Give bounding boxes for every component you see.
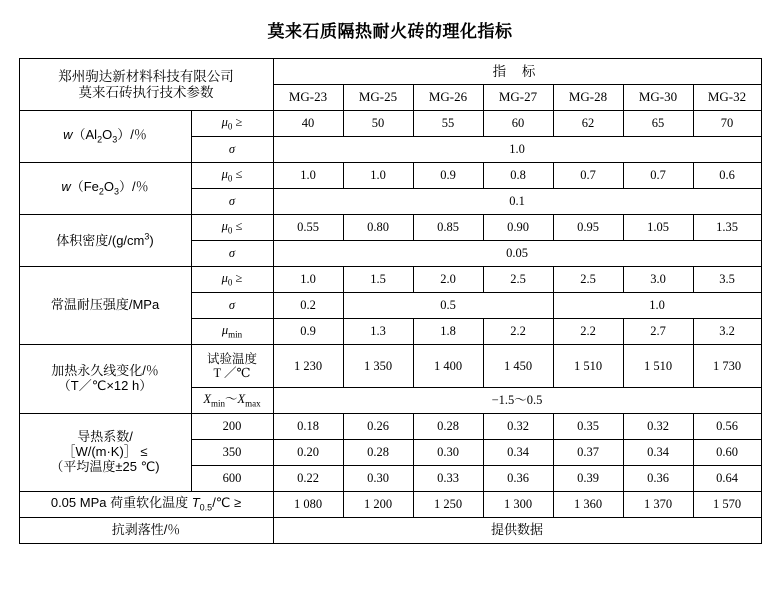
company-name: 郑州驹达新材料科技有限公司 bbox=[58, 68, 234, 84]
symbol-sigma: σ bbox=[191, 189, 273, 215]
thermal-line1: 导热系数/ bbox=[77, 429, 133, 445]
cell-fe2o3-mg23: 1.0 bbox=[273, 163, 343, 189]
cell-tc200-mg28: 0.35 bbox=[553, 414, 623, 440]
row-label-crushing-strength: 常温耐压强度/MPa bbox=[19, 267, 191, 345]
cell-fe2o3-mg28: 0.7 bbox=[553, 163, 623, 189]
cell-tc350-mg25: 0.28 bbox=[343, 440, 413, 466]
table-row bbox=[19, 111, 761, 137]
cell-strength-sigma-3: 1.0 bbox=[553, 293, 761, 319]
cell-tc200-mg27: 0.32 bbox=[483, 414, 553, 440]
cell-tc600-mg28: 0.39 bbox=[553, 466, 623, 492]
symbol-mu-min: $\mu_{min}$ bbox=[191, 319, 273, 345]
symbol-mu0-le: $\mu_0$ ≤ bbox=[191, 163, 273, 189]
cell-strength-mg28: 2.5 bbox=[553, 267, 623, 293]
cell-al2o3-mg28: 62 bbox=[553, 111, 623, 137]
table-row bbox=[19, 414, 761, 440]
cell-temp-mg27: 1 450 bbox=[483, 345, 553, 388]
cell-fe2o3-mg32: 0.6 bbox=[693, 163, 761, 189]
cell-tc200-mg32: 0.56 bbox=[693, 414, 761, 440]
cell-density-mg27: 0.90 bbox=[483, 215, 553, 241]
grade-header-mg27: MG-27 bbox=[483, 85, 553, 111]
cell-density-mg26: 0.85 bbox=[413, 215, 483, 241]
symbol-mu0-ge: $\mu_0$ ≥ bbox=[191, 111, 273, 137]
cell-al2o3-sigma: 1.0 bbox=[273, 137, 761, 163]
cell-strength-min-mg25: 1.3 bbox=[343, 319, 413, 345]
table-row bbox=[19, 345, 761, 388]
grade-header-mg26: MG-26 bbox=[413, 85, 483, 111]
table-row bbox=[19, 215, 761, 241]
cell-al2o3-mg26: 55 bbox=[413, 111, 483, 137]
symbol-x-range: $X_{min}\sim X_{max}$ bbox=[191, 388, 273, 414]
symbol-temp-350: 350 bbox=[191, 440, 273, 466]
cell-strength-min-mg28: 2.2 bbox=[553, 319, 623, 345]
cell-temp-mg26: 1 400 bbox=[413, 345, 483, 388]
table-row bbox=[19, 267, 761, 293]
cell-tc350-mg26: 0.30 bbox=[413, 440, 483, 466]
cell-tc350-mg23: 0.20 bbox=[273, 440, 343, 466]
grade-header-mg25: MG-25 bbox=[343, 85, 413, 111]
symbol-mu0-le: $\mu_0$ ≤ bbox=[191, 215, 273, 241]
cell-strength-min-mg27: 2.2 bbox=[483, 319, 553, 345]
cell-temp-mg32: 1 730 bbox=[693, 345, 761, 388]
cell-strength-mg26: 2.0 bbox=[413, 267, 483, 293]
cell-rul-mg30: 1 370 bbox=[623, 492, 693, 518]
row-label-linear-change bbox=[19, 345, 191, 414]
cell-density-mg32: 1.35 bbox=[693, 215, 761, 241]
cell-tc600-mg30: 0.36 bbox=[623, 466, 693, 492]
cell-tc200-mg30: 0.32 bbox=[623, 414, 693, 440]
cell-strength-mg25: 1.5 bbox=[343, 267, 413, 293]
row-label-fe2o3: $w(Fe_2O_3)/$％ bbox=[19, 163, 191, 215]
test-temp-unit: T ／℃ bbox=[213, 366, 251, 380]
cell-rul-mg23: 1 080 bbox=[273, 492, 343, 518]
company-standard: 莫来石砖执行技术参数 bbox=[78, 84, 214, 100]
cell-temp-mg23: 1 230 bbox=[273, 345, 343, 388]
table-row bbox=[19, 518, 761, 544]
table-row bbox=[19, 163, 761, 189]
cell-al2o3-mg32: 70 bbox=[693, 111, 761, 137]
symbol-temp-200: 200 bbox=[191, 414, 273, 440]
cell-linear-change-range: −1.5～0.5 bbox=[273, 388, 761, 414]
cell-tc200-mg25: 0.26 bbox=[343, 414, 413, 440]
cell-density-mg28: 0.95 bbox=[553, 215, 623, 241]
linear-change-line1: 加热永久线变化/％ bbox=[51, 363, 159, 379]
cell-strength-sigma-1: 0.2 bbox=[273, 293, 343, 319]
cell-temp-mg28: 1 510 bbox=[553, 345, 623, 388]
cell-tc350-mg28: 0.37 bbox=[553, 440, 623, 466]
cell-rul-mg26: 1 250 bbox=[413, 492, 483, 518]
cell-strength-min-mg32: 3.2 bbox=[693, 319, 761, 345]
cell-strength-mg30: 3.0 bbox=[623, 267, 693, 293]
page-title: 莫来石质隔热耐火砖的理化指标 bbox=[267, 22, 513, 41]
symbol-sigma: σ bbox=[191, 293, 273, 319]
cell-tc600-mg25: 0.30 bbox=[343, 466, 413, 492]
cell-fe2o3-mg26: 0.9 bbox=[413, 163, 483, 189]
cell-al2o3-mg23: 40 bbox=[273, 111, 343, 137]
cell-tc600-mg23: 0.22 bbox=[273, 466, 343, 492]
linear-change-line2: （T／℃×12 h） bbox=[57, 378, 153, 393]
cell-tc200-mg23: 0.18 bbox=[273, 414, 343, 440]
cell-al2o3-mg25: 50 bbox=[343, 111, 413, 137]
symbol-mu0-ge: $\mu_0$ ≥ bbox=[191, 267, 273, 293]
table-row bbox=[19, 492, 761, 518]
row-label-rul: 0.05 MPa 荷重软化温度 $T_{0.5}/℃$ ≥ bbox=[19, 492, 273, 518]
cell-tc350-mg30: 0.34 bbox=[623, 440, 693, 466]
table-header-row-1 bbox=[19, 59, 761, 85]
cell-strength-min-mg30: 2.7 bbox=[623, 319, 693, 345]
cell-tc600-mg27: 0.36 bbox=[483, 466, 553, 492]
cell-rul-mg32: 1 570 bbox=[693, 492, 761, 518]
cell-density-sigma: 0.05 bbox=[273, 241, 761, 267]
index-header: 指 标 bbox=[273, 59, 761, 85]
thermal-line3: （平均温度±25 ℃) bbox=[50, 458, 160, 474]
cell-al2o3-mg30: 65 bbox=[623, 111, 693, 137]
cell-temp-mg30: 1 510 bbox=[623, 345, 693, 388]
test-temp-label: 试验温度 bbox=[206, 351, 257, 366]
cell-fe2o3-mg30: 0.7 bbox=[623, 163, 693, 189]
cell-strength-mg27: 2.5 bbox=[483, 267, 553, 293]
row-label-bulk-density: 体积密度$/(g/cm^3)$ bbox=[19, 215, 191, 267]
grade-header-mg32: MG-32 bbox=[693, 85, 761, 111]
cell-strength-mg23: 1.0 bbox=[273, 267, 343, 293]
cell-rul-mg28: 1 360 bbox=[553, 492, 623, 518]
spec-table bbox=[19, 58, 762, 544]
grade-header-mg28: MG-28 bbox=[553, 85, 623, 111]
row-label-spalling: 抗剥落性/％ bbox=[19, 518, 273, 544]
cell-strength-mg32: 3.5 bbox=[693, 267, 761, 293]
cell-density-mg25: 0.80 bbox=[343, 215, 413, 241]
grade-header-mg30: MG-30 bbox=[623, 85, 693, 111]
cell-fe2o3-mg25: 1.0 bbox=[343, 163, 413, 189]
row-label-thermal-conductivity bbox=[19, 414, 191, 492]
cell-tc350-mg32: 0.60 bbox=[693, 440, 761, 466]
cell-strength-min-mg26: 1.8 bbox=[413, 319, 483, 345]
cell-al2o3-mg27: 60 bbox=[483, 111, 553, 137]
symbol-sigma: σ bbox=[191, 137, 273, 163]
cell-tc600-mg32: 0.64 bbox=[693, 466, 761, 492]
symbol-temp-600: 600 bbox=[191, 466, 273, 492]
cell-tc350-mg27: 0.34 bbox=[483, 440, 553, 466]
grade-header-mg23: MG-23 bbox=[273, 85, 343, 111]
cell-density-mg30: 1.05 bbox=[623, 215, 693, 241]
cell-tc200-mg26: 0.28 bbox=[413, 414, 483, 440]
cell-spalling-note: 提供数据 bbox=[273, 518, 761, 544]
cell-temp-mg25: 1 350 bbox=[343, 345, 413, 388]
cell-fe2o3-mg27: 0.8 bbox=[483, 163, 553, 189]
cell-tc600-mg26: 0.33 bbox=[413, 466, 483, 492]
cell-strength-min-mg23: 0.9 bbox=[273, 319, 343, 345]
cell-strength-sigma-2: 0.5 bbox=[343, 293, 553, 319]
company-header-cell bbox=[19, 59, 273, 111]
cell-rul-mg27: 1 300 bbox=[483, 492, 553, 518]
thermal-line2: ［W/(m·K)］ ≤ bbox=[62, 444, 148, 460]
cell-fe2o3-sigma: 0.1 bbox=[273, 189, 761, 215]
symbol-sigma: σ bbox=[191, 241, 273, 267]
row-label-al2o3: $w(Al_2O_3)/$％ bbox=[19, 111, 191, 163]
cell-rul-mg25: 1 200 bbox=[343, 492, 413, 518]
symbol-test-temperature bbox=[191, 345, 273, 388]
cell-density-mg23: 0.55 bbox=[273, 215, 343, 241]
